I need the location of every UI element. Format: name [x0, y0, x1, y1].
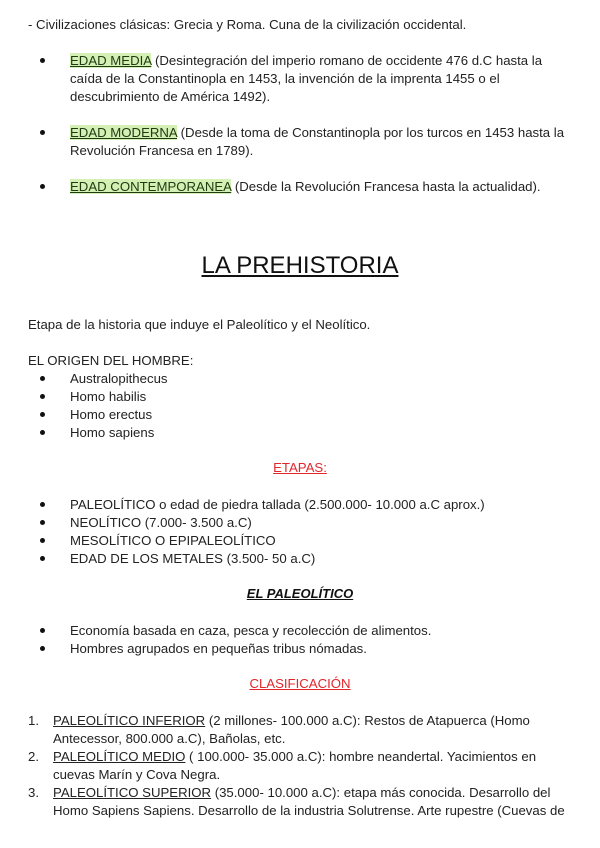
clasificacion-item-medio	[53, 748, 583, 784]
list-number: 3.	[28, 785, 39, 800]
clasificacion-heading	[0, 676, 600, 691]
age-text: Revolución Francesa en 1789).	[70, 143, 254, 158]
bullet-dot	[40, 628, 45, 633]
list-item: Hombres agrupados en pequeñas tribus nómadas.	[70, 641, 367, 656]
list-item: Homo erectus	[70, 407, 153, 422]
list-item: Australopithecus	[70, 371, 168, 386]
age-item-media	[70, 52, 580, 106]
age-label: EDAD MEDIA	[70, 53, 152, 68]
list-number: 1.	[28, 713, 39, 728]
age-label: EDAD CONTEMPORANEA	[70, 179, 232, 194]
clasificacion-label: PALEOLÍTICO INFERIOR	[53, 713, 206, 728]
bullet-dot	[40, 430, 45, 435]
clasificacion-text: (2 millones- 100.000 a.C): Restos de Atapuerca (Homo	[205, 713, 530, 728]
age-text: (Desde la Revolución Francesa hasta la actualidad).	[231, 179, 541, 194]
bullet-dot	[40, 646, 45, 651]
bullet-dot	[40, 412, 45, 417]
bullet-dot	[40, 376, 45, 381]
paleolitico-heading	[0, 586, 600, 601]
clasificacion-heading-text: CLASIFICACIÓN	[249, 676, 351, 691]
bullet-dot	[40, 538, 45, 543]
clasificacion-item-superior	[53, 784, 583, 820]
list-number: 2.	[28, 749, 39, 764]
bullet-dot	[40, 520, 45, 525]
clasificacion-text: Antecessor, 800.000 a.C), Bañolas, etc.	[53, 731, 286, 746]
page-title-text: LA PREHISTORIA	[201, 252, 399, 279]
age-text: (Desintegración del imperio romano de occidente 476 d.C hasta la	[151, 53, 543, 68]
list-item: Homo sapiens	[70, 425, 155, 440]
bullet-dot	[40, 556, 45, 561]
age-item-moderna	[70, 124, 580, 160]
age-text: (Desde la toma de Constantinopla por los turcos en 1453 hasta la	[176, 125, 565, 140]
bullet-dot	[40, 58, 45, 63]
definition-text: Etapa de la historia que induye el Paleolítico y el Neolítico.	[28, 317, 371, 332]
origen-heading: EL ORIGEN DEL HOMBRE:	[28, 353, 194, 368]
etapas-heading-text: ETAPAS:	[273, 460, 327, 475]
list-item: EDAD DE LOS METALES (3.500- 50 a.C)	[70, 551, 316, 566]
clasificacion-item-inferior	[53, 712, 583, 748]
bullet-dot	[40, 394, 45, 399]
bullet-dot	[40, 502, 45, 507]
age-label: EDAD MODERNA	[70, 125, 177, 140]
page-title	[0, 252, 600, 280]
bullet-dot	[40, 184, 45, 189]
clasificacion-text: ( 100.000- 35.000 a.C): hombre neandertal. Yacimientos en	[185, 749, 537, 764]
age-text: descubrimiento de América 1492).	[70, 89, 271, 104]
etapas-heading	[0, 460, 600, 475]
list-item: NEOLÍTICO (7.000- 3.500 a.C)	[70, 515, 252, 530]
age-text: caída de la Constantinopla en 1453, la invención de la imprenta 1455 o el	[70, 71, 500, 86]
list-item: Economía basada en caza, pesca y recolección de alimentos.	[70, 623, 432, 638]
list-item: MESOLÍTICO O EPIPALEOLÍTICO	[70, 533, 276, 548]
list-item: PALEOLÍTICO o edad de piedra tallada (2.500.000- 10.000 a.C aprox.)	[70, 497, 485, 512]
list-item: Homo habilis	[70, 389, 147, 404]
clasificacion-text: cuevas Marín y Cova Negra.	[53, 767, 221, 782]
clasificacion-label: PALEOLÍTICO MEDIO	[53, 749, 186, 764]
clasificacion-label: PALEOLÍTICO SUPERIOR	[53, 785, 212, 800]
intro-text: - Civilizaciones clásicas: Grecia y Roma. Cuna de la civilización occidental.	[28, 17, 467, 32]
clasificacion-text: Homo Sapiens Sapiens. Desarrollo de la industria Solutrense. Arte rupestre (Cuevas de	[53, 803, 565, 818]
age-item-contemporanea	[70, 178, 580, 196]
bullet-dot	[40, 130, 45, 135]
clasificacion-text: (35.000- 10.000 a.C): etapa más conocida. Desarrollo del	[211, 785, 551, 800]
paleolitico-heading-text: EL PALEOLÍTICO	[246, 586, 354, 601]
